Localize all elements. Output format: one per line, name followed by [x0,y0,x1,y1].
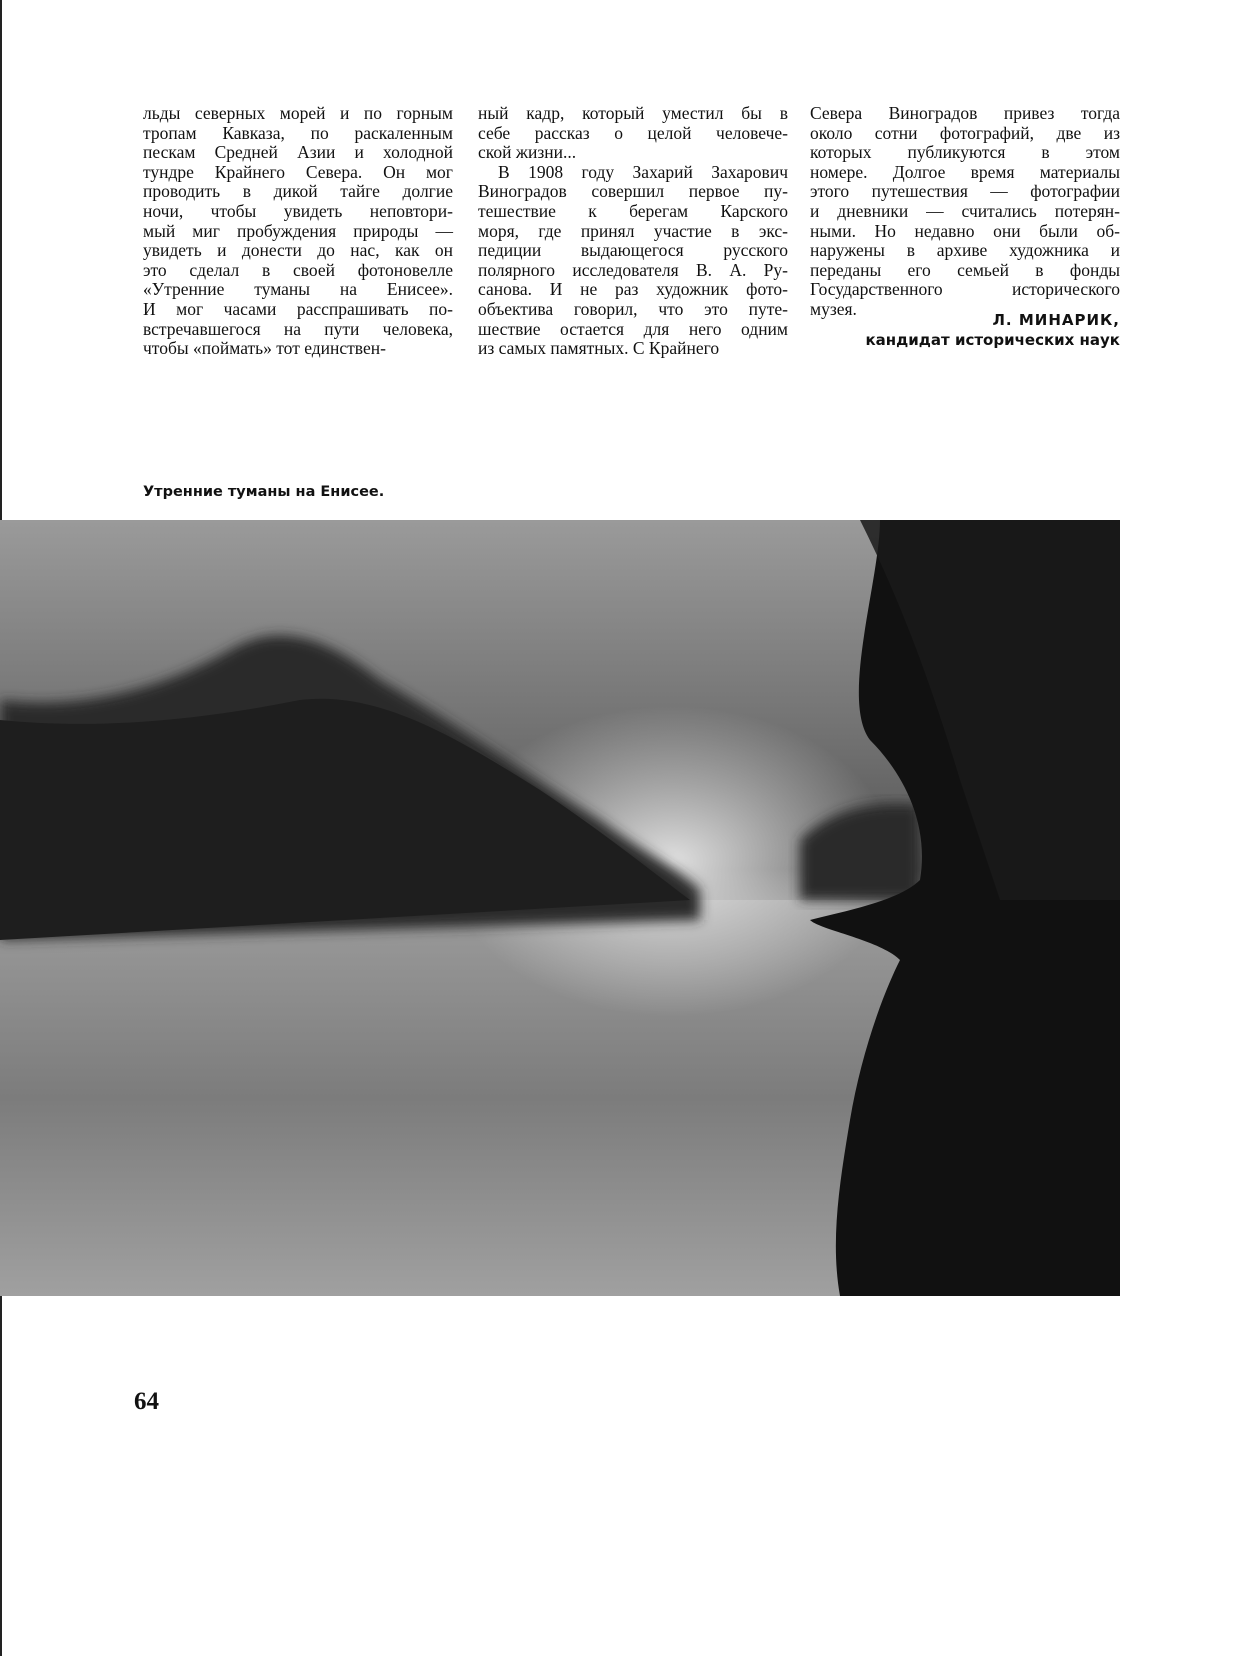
text-line: педиции выдающегося русского [478,240,788,261]
text-line: Государственного исторического [810,279,1120,300]
text-line: льды северных морей и по горным [143,103,453,123]
text-column-2 [478,104,788,359]
text-column-1 [143,104,453,359]
text-line: проводить в дикой тайге долгие [143,181,453,202]
text-line: и дневники — считались потерян- [810,200,1120,221]
text-line: наружены в архиве художника и [810,240,1120,261]
text-line: переданы его семьей в фонды [810,259,1120,280]
text-line: Севера Виноградов привез тогда [810,103,1120,123]
text-line: санова. И не раз художник фото- [478,279,788,300]
text-line: чтобы «поймать» тот единствен- [143,338,386,359]
text-line: И мог часами расспрашивать по- [143,298,453,319]
author-name: Л. МИНАРИК, [992,311,1120,329]
text-line: встречавшегося на пути человека, [143,318,453,339]
text-line: ными. Но недавно они были об- [810,220,1120,241]
text-line: номере. Долгое время материалы [810,161,1120,182]
author-credential: кандидат исторических наук [865,331,1120,349]
text-line: «Утренние туманы на Енисее». [143,279,453,300]
text-column-3 [810,104,1120,320]
text-line: музея. [810,298,857,319]
photo-caption: Утренние туманы на Енисее. [143,484,385,500]
text-line: полярного исследователя В. А. Ру- [478,259,788,280]
text-line: увидеть и донести до нас, как он [143,240,453,261]
text-line: тешествие к берегам Карского [478,200,788,221]
photo-river-fog [0,520,1120,1296]
text-line: из самых памятных. С Крайнего [478,338,720,359]
text-line: В 1908 году Захарий Захарович [498,161,788,182]
text-line: около сотни фотографий, две из [810,122,1120,143]
text-line: ночи, чтобы увидеть неповтори- [143,200,453,221]
text-line: мый миг пробуждения природы — [143,220,453,241]
text-line: шествие остается для него одним [478,318,788,339]
text-line: которых публикуются в этом [810,142,1120,163]
text-line: этого путешествия — фотографии [810,181,1120,202]
text-line: моря, где принял участие в экс- [478,220,788,241]
text-line: тропам Кавказа, по раскаленным [143,122,453,143]
text-line: это сделал в своей фотоновелле [143,259,453,280]
text-line: Виноградов совершил первое пу- [478,181,788,202]
text-line: пескам Средней Азии и холодной [143,142,453,163]
text-line: ный кадр, который уместил бы в [478,103,788,123]
text-line: себе рассказ о целой человече- [478,122,788,143]
text-line: ской жизни... [478,142,577,163]
text-line: объектива говорил, что это путе- [478,298,788,319]
text-line: тундре Крайнего Севера. Он мог [143,161,453,182]
page-number: 64 [134,1388,159,1415]
